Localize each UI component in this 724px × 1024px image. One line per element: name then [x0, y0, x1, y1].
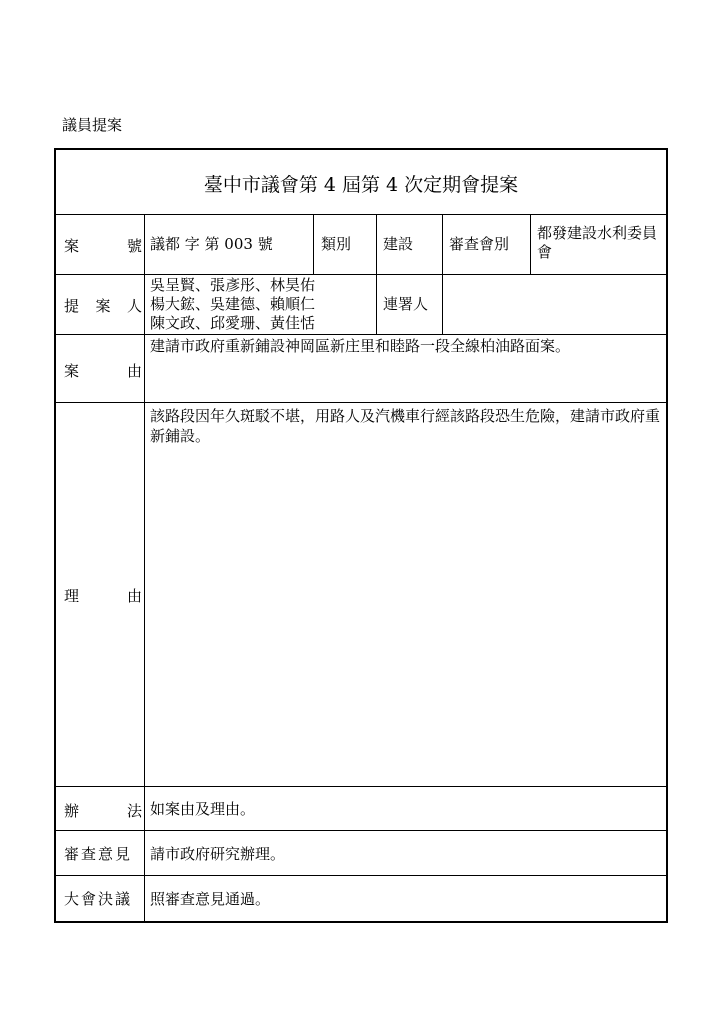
- proposal-table: [54, 148, 668, 923]
- method-value: 如案由及理由。: [150, 800, 256, 818]
- resolution-value: 照審查意見通過。: [150, 890, 271, 908]
- proposer-names-line-2: 楊大鋐、吳建德、賴順仁: [150, 295, 316, 313]
- reason-value: 該路段因年久斑駁不堪，用路人及汽機車行經該路段恐生危險，建請市政府重新鋪設。: [150, 407, 661, 445]
- proposer-names: [150, 276, 372, 333]
- header-label: 議員提案: [62, 116, 123, 134]
- review-committee-value: 都發建設水利委員會: [537, 224, 658, 261]
- subject-value: 建請市政府重新鋪設神岡區新庄里和睦路一段全線柏油路面案。: [150, 337, 571, 355]
- subject-label: 案 由: [64, 362, 142, 380]
- review-committee-label: 審查會別: [449, 235, 510, 253]
- category-label: 類別: [321, 235, 352, 253]
- case-no-value: 議都 字 第 003 號: [150, 235, 273, 253]
- resolution-label: 大會決議: [64, 890, 133, 908]
- cosigner-label: 連署人: [383, 295, 429, 313]
- proposer-label: 提 案 人: [64, 297, 142, 315]
- review-opinion-value: 請市政府研究辦理。: [150, 845, 286, 863]
- review-opinion-label: 審查意見: [64, 845, 133, 863]
- reason-label: 理 由: [64, 587, 142, 605]
- proposer-names-line-1: 吳呈賢、張彥彤、林昊佑: [150, 276, 316, 294]
- category-value: 建設: [383, 235, 414, 253]
- proposal-title: 臺中市議會第 4 屆第 4 次定期會提案: [203, 174, 519, 196]
- case-no-label: 案 號: [64, 237, 142, 255]
- proposer-names-line-3: 陳文政、邱愛珊、黃佳恬: [150, 314, 316, 332]
- method-label: 辦 法: [64, 802, 142, 820]
